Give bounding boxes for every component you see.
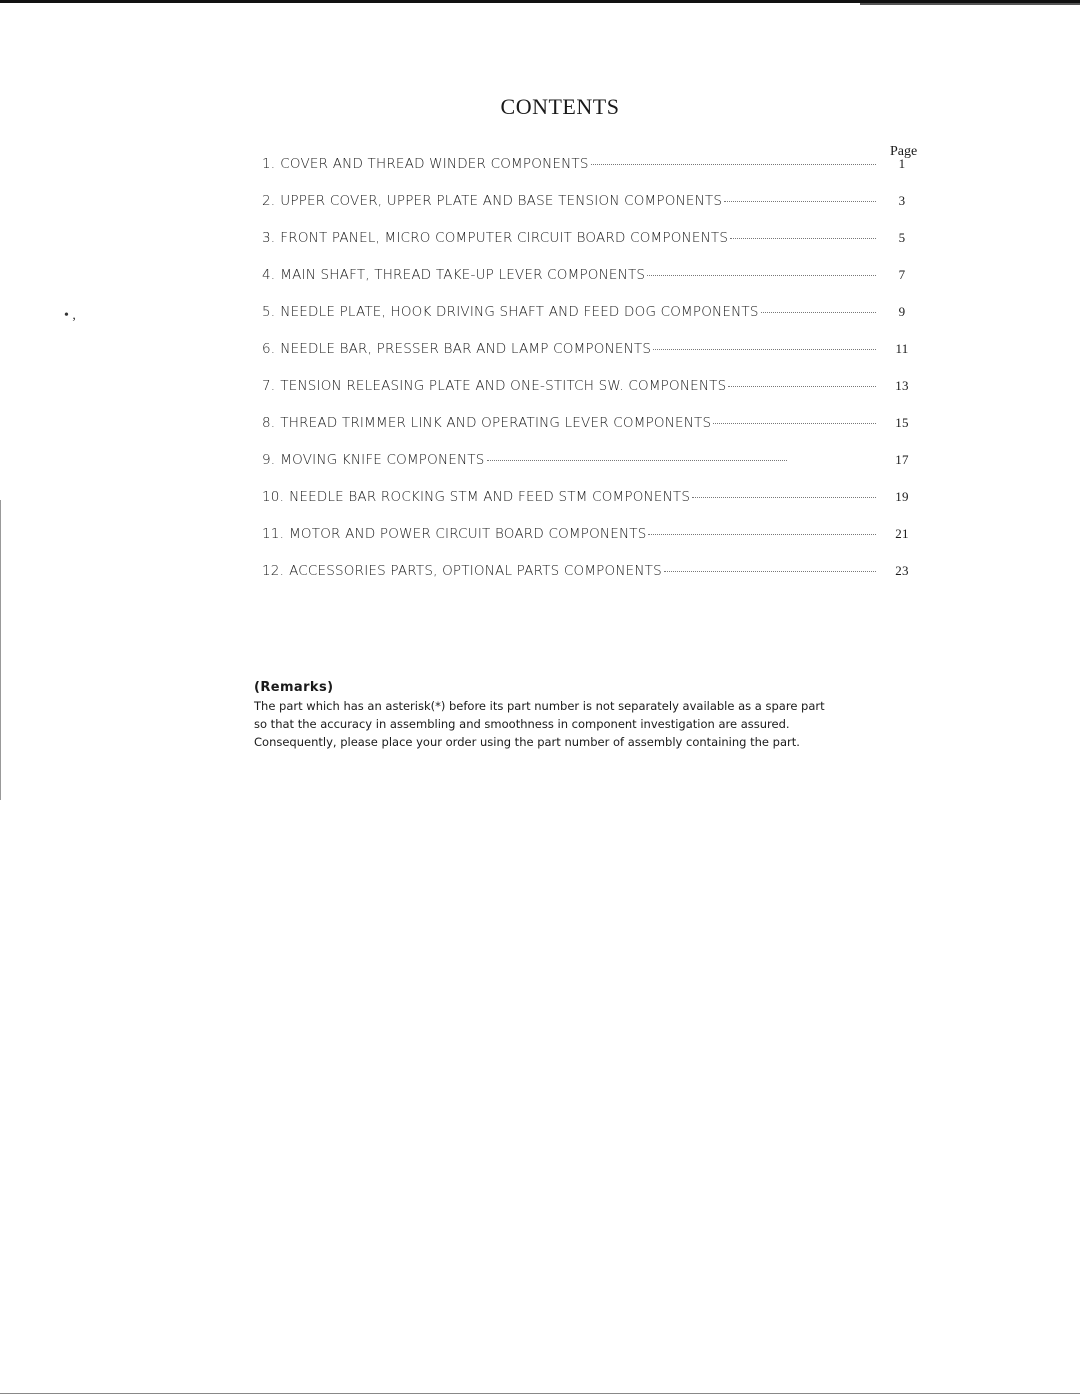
remarks-line: so that the accuracy in assembling and smoothness in component investigation are assured. [254, 717, 790, 731]
toc-entry-label: UPPER COVER, UPPER PLATE AND BASE TENSION COMPONENTS [280, 193, 723, 209]
table-of-contents [262, 156, 922, 600]
toc-entry-page: 17 [895, 452, 909, 467]
remarks-section [254, 680, 854, 751]
toc-entry[interactable] [262, 378, 922, 415]
scan-edge-mark [0, 500, 1, 800]
toc-entry-label: THREAD TRIMMER LINK AND OPERATING LEVER COMPONENTS [280, 415, 712, 431]
toc-entry[interactable] [262, 230, 922, 267]
toc-entry-number: 3. [262, 230, 276, 246]
remarks-line: The part which has an asterisk(*) before its part number is not separately available as a spare part [254, 699, 825, 713]
dot-leader [730, 238, 876, 239]
toc-entry-page: 3 [898, 193, 906, 208]
toc-entry-number: 2. [262, 193, 276, 209]
margin-mark: • , [64, 308, 76, 323]
toc-entry-page: 7 [898, 267, 906, 282]
toc-entry[interactable] [262, 452, 922, 489]
toc-entry-label: COVER AND THREAD WINDER COMPONENTS [280, 156, 589, 172]
toc-entry-label: MOVING KNIFE COMPONENTS [280, 452, 485, 468]
dot-leader [724, 201, 876, 202]
toc-entry[interactable] [262, 341, 922, 378]
dot-leader [487, 460, 787, 461]
toc-entry-label: NEEDLE PLATE, HOOK DRIVING SHAFT AND FEED DOG COMPONENTS [280, 304, 759, 320]
toc-entry-page: 5 [898, 230, 906, 245]
toc-entry-number: 8. [262, 415, 276, 431]
dot-leader [664, 571, 876, 572]
page-column-header: Page [890, 144, 918, 159]
toc-entry-number: 7. [262, 378, 276, 394]
dot-leader [692, 497, 876, 498]
toc-entry-label: ACCESSORIES PARTS, OPTIONAL PARTS COMPONENTS [289, 563, 662, 579]
toc-entry-label: NEEDLE BAR, PRESSER BAR AND LAMP COMPONENTS [280, 341, 652, 357]
remarks-heading: (Remarks) [254, 680, 334, 695]
toc-entry[interactable] [262, 193, 922, 230]
toc-entry-page: 9 [898, 304, 906, 319]
dot-leader [728, 386, 876, 387]
toc-entry[interactable] [262, 304, 922, 341]
toc-entry-page: 21 [895, 526, 909, 541]
toc-entry[interactable] [262, 489, 922, 526]
dot-leader [761, 312, 876, 313]
toc-entry-number: 10. [262, 489, 285, 505]
dot-leader [648, 534, 876, 535]
toc-entry-number: 6. [262, 341, 276, 357]
toc-entry-label: MAIN SHAFT, THREAD TAKE-UP LEVER COMPONENTS [280, 267, 646, 283]
toc-entry-number: 12. [262, 563, 285, 579]
toc-entry-number: 11. [262, 526, 285, 542]
toc-entry-page: 13 [895, 378, 909, 393]
toc-entry-label: NEEDLE BAR ROCKING STM AND FEED STM COMPONENTS [289, 489, 691, 505]
toc-entry-number: 1. [262, 156, 276, 172]
dot-leader [653, 349, 876, 350]
toc-entry-page: 23 [895, 563, 909, 578]
dot-leader [647, 275, 876, 276]
page-title: CONTENTS [500, 94, 620, 119]
toc-entry[interactable] [262, 526, 922, 563]
toc-entry-number: 4. [262, 267, 276, 283]
toc-entry[interactable] [262, 267, 922, 304]
toc-entry-number: 9. [262, 452, 276, 468]
remarks-line: Consequently, please place your order using the part number of assembly containing the part. [254, 735, 800, 749]
toc-entry-page: 1 [898, 156, 906, 171]
toc-entry-number: 5. [262, 304, 276, 320]
toc-entry-label: MOTOR AND POWER CIRCUIT BOARD COMPONENTS [289, 526, 647, 542]
dot-leader [713, 423, 876, 424]
top-border-rule-fade [860, 3, 1080, 5]
toc-entry-label: FRONT PANEL, MICRO COMPUTER CIRCUIT BOARD COMPONENTS [280, 230, 729, 246]
dot-leader [591, 164, 876, 165]
toc-entry-page: 19 [895, 489, 909, 504]
toc-entry-page: 11 [895, 341, 909, 356]
toc-entry-page: 15 [895, 415, 909, 430]
bottom-border-rule [0, 1393, 1080, 1394]
toc-entry-label: TENSION RELEASING PLATE AND ONE-STITCH SW. COMPONENTS [280, 378, 727, 394]
toc-entry[interactable] [262, 563, 922, 600]
toc-entry[interactable] [262, 415, 922, 452]
toc-entry[interactable] [262, 156, 922, 193]
